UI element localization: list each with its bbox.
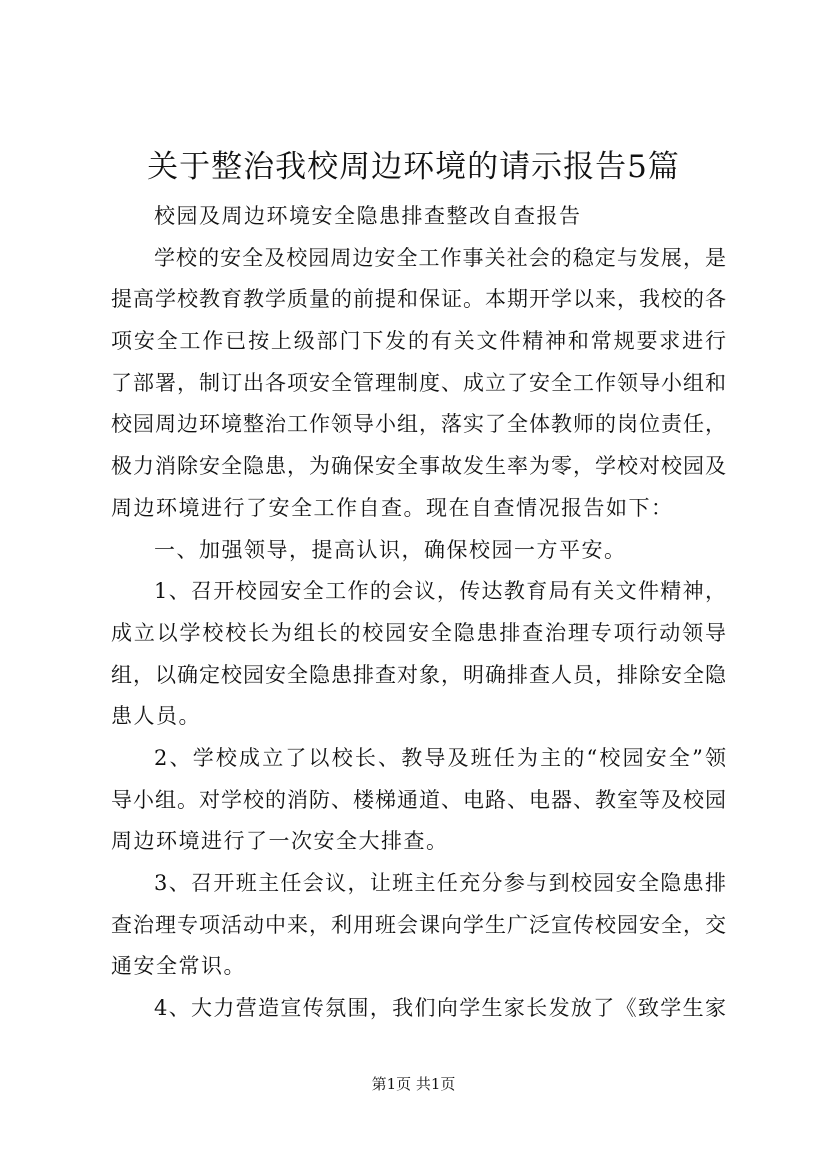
paragraph-line: 1、召开校园安全工作的会议，传达教育局有关文件精神， (154, 579, 726, 604)
paragraph-line: 导小组。对学校的消防、楼梯通道、电路、电器、教室等及校园 (111, 787, 726, 812)
paragraph-line: 周边环境进行了安全工作自查。现在自查情况报告如下： (111, 495, 674, 520)
paragraph-line: 提高学校教育教学质量的前提和保证。本期开学以来，我校的各 (111, 287, 726, 312)
subtitle-line: 校园及周边环境安全隐患排查整改自查报告 (154, 204, 582, 228)
paragraph-line: 学校的安全及校园周边安全工作事关社会的稳定与发展，是 (154, 245, 726, 270)
paragraph-line: 组，以确定校园安全隐患排查对象，明确排查人员，排除安全隐 (111, 662, 726, 687)
paragraph-line: 查治理专项活动中来，利用班会课向学生广泛宣传校园安全，交 (111, 912, 726, 937)
paragraph-line: 患人员。 (111, 704, 201, 729)
paragraph-line: 极力消除安全隐患，为确保安全事故发生率为零，学校对校园及 (111, 454, 726, 479)
paragraph-line: 通安全常识。 (111, 954, 246, 979)
paragraph-line: 项安全工作已按上级部门下发的有关文件精神和常规要求进行 (111, 329, 726, 354)
paragraph-line: 4、大力营造宣传氛围，我们向学生家长发放了《致学生家 (154, 996, 726, 1021)
paragraph-line: 了部署，制订出各项安全管理制度、成立了安全工作领导小组和 (111, 370, 726, 395)
paragraph-line: 校园周边环境整治工作领导小组，落实了全体教师的岗位责任， (111, 412, 726, 437)
document-title: 关于整治我校周边环境的请示报告5篇 (147, 149, 680, 185)
paragraph-line: 周边环境进行了一次安全大排查。 (111, 829, 449, 854)
paragraph-line: 成立以学校校长为组长的校园安全隐患排查治理专项行动领导 (111, 620, 726, 645)
paragraph-line: 2、学校成立了以校长、教导及班任为主的“校园安全”领 (154, 745, 726, 770)
section-heading: 一、加强领导，提高认识，确保校园一方平安。 (154, 537, 627, 562)
page-footer: 第1页 共1页 (371, 1075, 456, 1093)
paragraph-line: 3、召开班主任会议，让班主任充分参与到校园安全隐患排 (154, 871, 726, 895)
document-body (111, 196, 726, 1030)
